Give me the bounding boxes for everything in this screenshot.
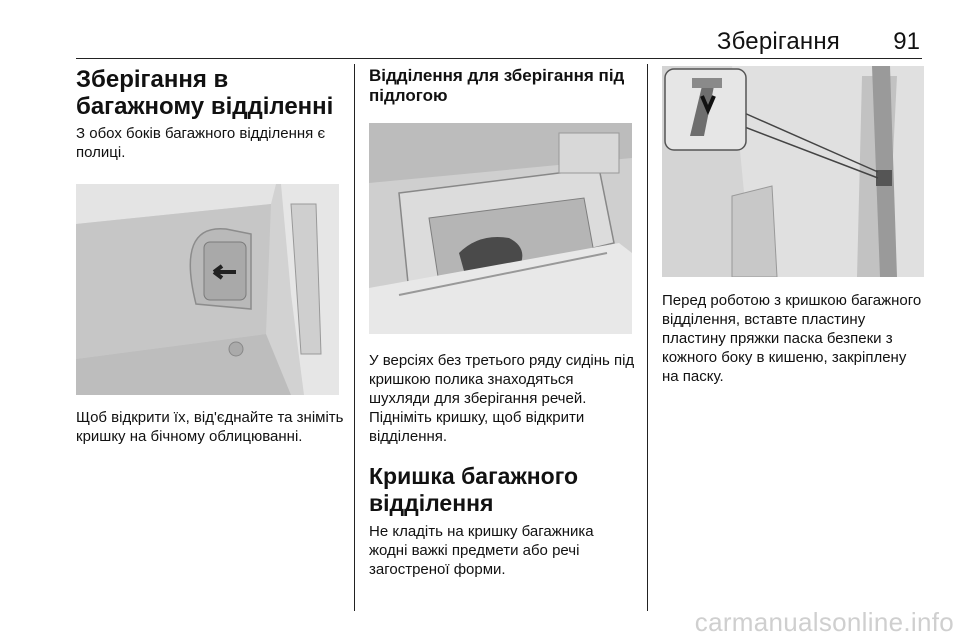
section-heading-storage: Зберігання в багажному відділенні xyxy=(76,66,334,120)
side-panel-cover-illustration xyxy=(76,184,339,395)
left-column xyxy=(76,66,344,446)
seat-belt-instruction-text: Перед роботою з кришкою багажного відділення, вставте пластину пластину пряжки паска безпеки з кожного боку в кишеню, закріплену на паску. xyxy=(662,292,922,385)
column-divider-2 xyxy=(647,64,648,611)
storage-intro-text: З обох боків багажного відділення є полиці. xyxy=(76,125,326,161)
underfloor-description-text: У версіях без третього ряду сидінь під кришкою полика знаходяться шухляди для зберігання речей. Підніміть кришку, щоб відкрити відділення. xyxy=(369,352,635,445)
watermark: carmanualsonline.info xyxy=(694,607,954,637)
underfloor-compartment-illustration xyxy=(369,123,632,334)
page-header-title: Зберігання xyxy=(716,28,840,55)
section-heading-underfloor: Відділення для зберігання під підлогою xyxy=(369,66,625,105)
seat-belt-buckle-illustration xyxy=(662,66,924,277)
column-divider-1 xyxy=(354,64,355,611)
page-number: 91 xyxy=(893,28,920,55)
right-column xyxy=(662,66,924,386)
middle-column xyxy=(369,66,635,579)
header-divider xyxy=(76,58,922,59)
load-cover-warning-text: Не кладіть на кришку багажника жодні важкі предмети або речі загостреної форми. xyxy=(369,523,594,578)
section-heading-load-cover: Кришка багажного відділення xyxy=(369,463,579,516)
side-panel-instruction-text: Щоб відкрити їх, від'єднайте та зніміть кришку на бічному облицюванні. xyxy=(76,409,344,445)
